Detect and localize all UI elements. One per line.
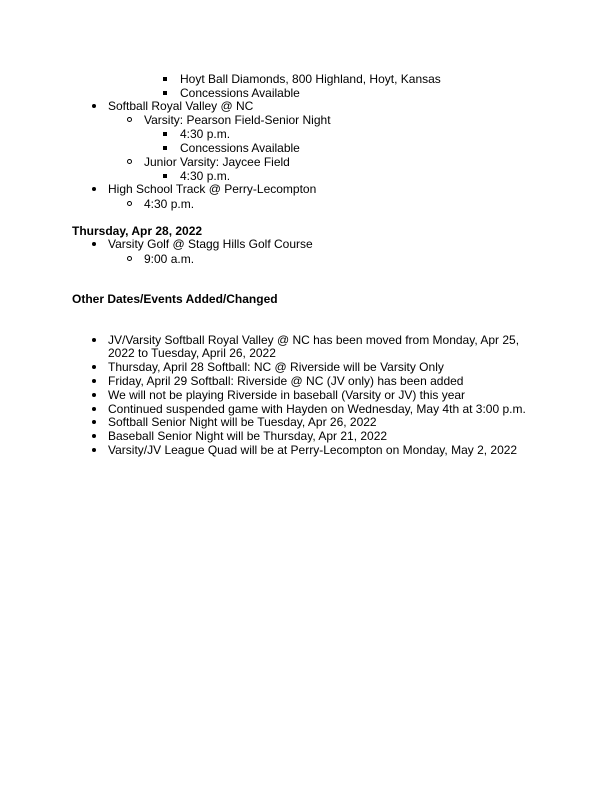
hoyt-concessions: Concessions Available [180,86,300,100]
square-bullet-icon [163,174,167,178]
round-bullet-icon [92,379,96,383]
varsity-concessions: Concessions Available [180,141,300,155]
square-bullet-icon [163,77,167,81]
circle-bullet-icon [127,256,132,261]
square-bullet-icon [163,132,167,136]
round-bullet-icon [92,187,96,191]
varsity-label: Varsity: Pearson Field-Senior Night [144,113,331,127]
other-item-1-line-1: JV/Varsity Softball Royal Valley @ NC has been moved from Monday, Apr 25, [108,333,520,347]
varsity-time: 4:30 p.m. [180,127,231,141]
track-time: 4:30 p.m. [144,197,195,211]
thursday-heading: Thursday, Apr 28, 2022 [72,224,203,238]
round-bullet-icon [92,393,96,397]
round-bullet-icon [92,420,96,424]
circle-bullet-icon [127,159,132,164]
other-item-5: Continued suspended game with Hayden on Wednesday, May 4th at 3:00 p.m. [108,402,526,416]
other-item-3: Friday, April 29 Softball: Riverside @ NC (JV only) has been added [108,374,464,388]
other-item-2: Thursday, April 28 Softball: NC @ Riverside will be Varsity Only [108,360,444,374]
golf-event: Varsity Golf @ Stagg Hills Golf Course [108,237,313,251]
round-bullet-icon [92,104,96,108]
other-item-7: Baseball Senior Night will be Thursday, Apr 21, 2022 [108,429,388,443]
square-bullet-icon [163,91,167,95]
softball-event: Softball Royal Valley @ NC [108,99,254,113]
hoyt-location: Hoyt Ball Diamonds, 800 Highland, Hoyt, Kansas [180,72,441,86]
jv-label: Junior Varsity: Jaycee Field [144,155,290,169]
round-bullet-icon [92,338,96,342]
golf-time: 9:00 a.m. [144,252,195,266]
circle-bullet-icon [127,117,132,122]
round-bullet-icon [92,365,96,369]
square-bullet-icon [163,146,167,150]
round-bullet-icon [92,434,96,438]
other-item-8: Varsity/JV League Quad will be at Perry-Lecompton on Monday, May 2, 2022 [108,443,518,457]
other-item-4: We will not be playing Riverside in baseball (Varsity or JV) this year [108,388,466,402]
round-bullet-icon [92,407,96,411]
round-bullet-icon [92,448,96,452]
circle-bullet-icon [127,201,132,206]
round-bullet-icon [92,242,96,246]
other-item-1-line-2: 2022 to Tuesday, April 26, 2022 [108,346,276,360]
jv-time: 4:30 p.m. [180,169,231,183]
other-item-6: Softball Senior Night will be Tuesday, Apr 26, 2022 [108,415,377,429]
other-heading: Other Dates/Events Added/Changed [72,292,278,306]
track-event: High School Track @ Perry-Lecompton [108,182,317,196]
